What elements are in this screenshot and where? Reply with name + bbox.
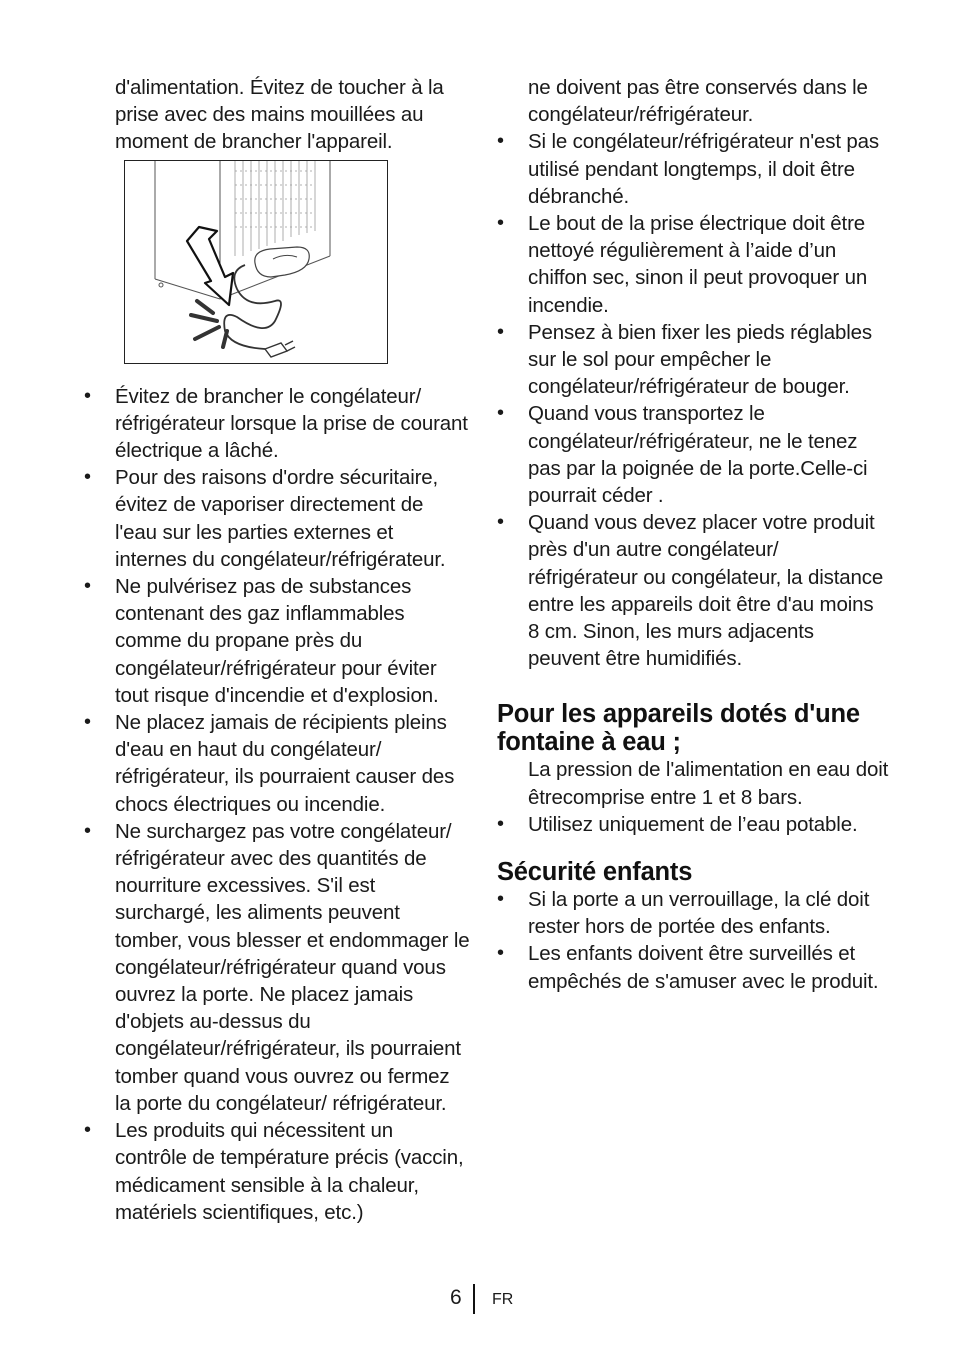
left-column <box>84 74 470 1226</box>
right-bullet-list <box>497 128 889 672</box>
list-item: • Pour des raisons d'ordre sécuritaire, évitez de vaporiser directement de l'eau sur les parties externes et internes du congélateur/réfrigérateur. <box>84 464 470 573</box>
list-item: • Ne surchargez pas votre congélateur/ réfrigérateur avec des quantités de nourriture excessives. S'il est surchargé, les aliments peuvent tomber, vous blesser et endommager le congélateur/réfrigérateur quand vous ouvrez la porte. Ne placez jamais d'objets au-dessus du congélateur/réfrigérateur, ils pourraient tomber quand vous ouvrez ou fermez la porte du congélateur/ réfrigérateur. <box>84 818 470 1117</box>
list-item: • Ne placez jamais de récipients pleins d'eau en haut du congélateur/ réfrigérateur, ils pourraient causer des chocs électriques ou incendie. <box>84 709 470 818</box>
water-fountain-heading: Pour les appareils dotés d'une fontaine à eau ; <box>497 700 860 757</box>
list-item: • Ne pulvérisez pas de substances contenant des gaz inflammables comme du propane près du congélateur/réfrigérateur pour éviter tout risque d'incendie et d'explosion. <box>84 573 470 709</box>
list-item: • Si la porte a un verrouillage, la clé doit rester hors de portée des enfants. <box>497 886 889 940</box>
page-footer <box>0 1284 954 1314</box>
child-safety-heading: Sécurité enfants <box>497 858 693 887</box>
water-pressure-text: La pression de l'alimentation en eau doit êtrecomprise entre 1 et 8 bars. <box>528 758 889 809</box>
page-number: 6 <box>450 1286 462 1309</box>
left-bullet-list <box>84 383 470 1226</box>
electric-shock-icon <box>125 161 387 363</box>
right-continuation-text: ne doivent pas être conservés dans le congélateur/réfrigérateur. <box>528 76 868 127</box>
list-item: • Le bout de la prise électrique doit être nettoyé régulièrement à l’aide d’un chiffon sec, sinon il peut provoquer un incendie. <box>497 210 889 319</box>
child-bullet-list <box>497 886 889 995</box>
list-item: • Pensez à bien fixer les pieds réglables sur le sol pour empêcher le congélateur/réfrigérateur de bouger. <box>497 319 889 401</box>
power-plug-warning-illustration <box>124 160 388 364</box>
list-item: • Utilisez uniquement de l’eau potable. <box>497 811 889 838</box>
list-item: • Les produits qui nécessitent un contrôle de température précis (vaccin, médicament sensible à la chaleur, matériels scientifiques, etc.) <box>84 1117 470 1226</box>
right-column <box>497 74 889 995</box>
list-item: • Évitez de brancher le congélateur/ réfrigérateur lorsque la prise de courant électrique a lâché. <box>84 383 470 465</box>
left-intro-text: d'alimentation. Évitez de toucher à la prise avec des mains mouillées au moment de brancher l'appareil. <box>115 76 444 154</box>
list-item: • Si le congélateur/réfrigérateur n'est pas utilisé pendant longtemps, il doit être débranché. <box>497 128 889 210</box>
footer-divider <box>473 1284 475 1314</box>
list-item: • Quand vous transportez le congélateur/réfrigérateur, ne le tenez pas par la poignée de la porte.Celle-ci pourrait céder . <box>497 400 889 509</box>
water-bullet-list <box>497 811 889 838</box>
list-item: • Les enfants doivent être surveillés et empêchés de s'amuser avec le produit. <box>497 940 889 994</box>
language-code: FR <box>492 1291 514 1308</box>
list-item: • Quand vous devez placer votre produit près d'un autre congélateur/ réfrigérateur ou congélateur, la distance entre les appareils doit être d'au moins 8 cm. Sinon, les murs adjacents peuvent être humidifiés. <box>497 509 889 672</box>
